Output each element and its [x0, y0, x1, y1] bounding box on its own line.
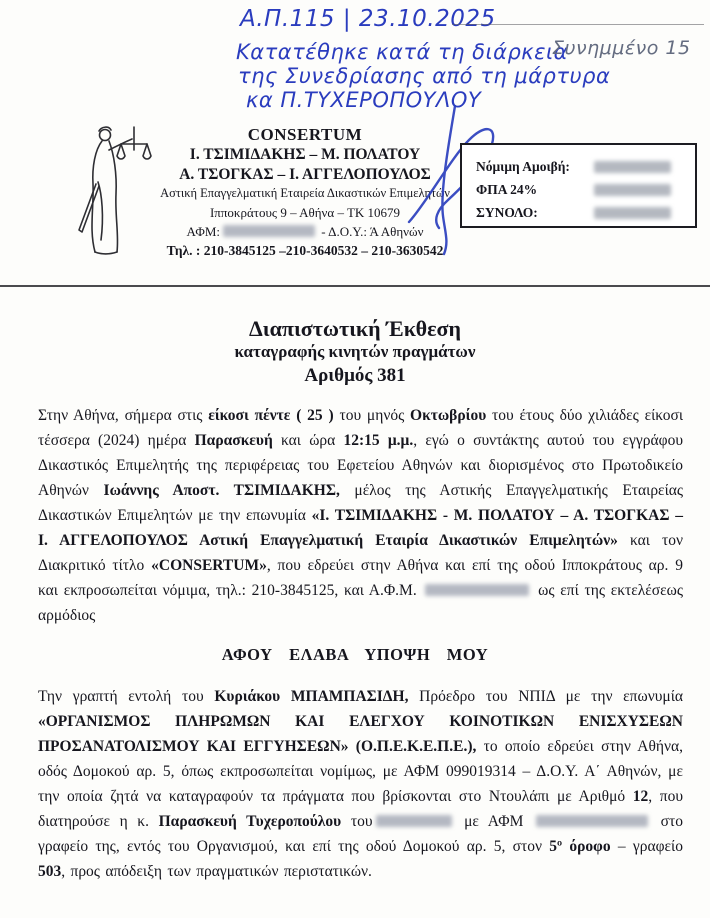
body-paragraph-1: Στην Αθήνα, σήμερα στις είκοσι πέντε ( 25 ) του μηνός Οκτωβρίου του έτους δύο χιλιάδες είκοσι τέσσερα (2024) ημέρα Παρασκευή και ώρα 12:15 μ.μ., εγώ ο συντάκτης αυτού του εγγράφου Δικαστικός Επιμελητής της περιφέρειας του Εφετείου Αθηνών και διορισμένος στο Πρωτοδικείο Αθηνών Ιωάννης Αποστ. ΤΣΙΜΙΔΑΚΗΣ, μέλος της Αστικής Επαγγελματικής Εταιρείας Δικαστικών Επιμελητών με την επωνυμία «Ι. ΤΣΙΜΙΔΑΚΗΣ - Μ. ΠΟΛΑΤΟΥ – Α. ΤΣΟΓΚΑΣ – Ι. ΑΓΓΕΛΟΠΟΥΛΟΣ Αστική Επαγγελματική Εταιρία Δικαστικών Επιμελητών» και τον Διακριτικό τίτλο «CONSERTUM», που εδρεύει στην Αθήνα και επί της οδού Ιπποκράτους αρ. 9 και εκπροσωπείται νόμιμα, τηλ.: 210-3845125, και Α.Φ.Μ. ως επί της εκτελέσεως αρμόδιος: [38, 407, 684, 624]
title-line-2: καταγραφής κινητών πραγμάτων: [234, 342, 476, 362]
body-paragraph-2: Την γραπτή εντολή του Κυριάκου ΜΠΑΜΠΑΣΙΔΗ, Πρόεδρο του ΝΠΙΔ με την επωνυμία «ΟΡΓΑΝΙΣΜΟΣ ΠΛΗΡΩΜΩΝ ΚΑΙ ΕΛΕΓΧΟΥ ΚΟΙΝΟΤΙΚΩΝ ΕΝΙΣΧΥΣΕΩΝ ΠΡΟΣΑΝΑΤΟΛΙΣΜΟΥ ΚΑΙ ΕΓΓΥΗΣΕΩΝ» (Ο.Π.Ε.Κ.Ε.Π.Ε.), το οποίο εδρεύει στην Αθήνα, οδός Δομοκού αρ. 5, όπως εκπροσωπείται νομίμως, με ΑΦΜ 099019314 – Δ.Ο.Υ. Α΄ Αθηνών, με την οποία ζητά να καταγραφούν τα πράγματα που βρίσκονται στο Ντουλάπι με Αριθμό 12, που διατηρούσε η κ. Παρασκευή Τυχεροπούλου του με ΑΦΜ στο γραφείο της, εντός του Οργανισμού, και επί της οδού Δομοκού αρ. 5, στον 5º όροφο – γραφείο 503, προς απόδειξη των πραγματικών περιστατικών.: [38, 688, 683, 880]
redacted-text: [536, 815, 648, 827]
faint-underline: [452, 24, 704, 25]
handwritten-deposit-line3: κα Π.ΤΥΧΕΡΟΠΟΥΛΟΥ: [246, 88, 482, 112]
company-name: CONSERTUM: [247, 125, 363, 144]
fee-box: [460, 143, 697, 228]
fee-label-vat: ΦΠΑ 24%: [476, 182, 538, 197]
company-address: Ιπποκράτους 9 – Αθήνα – ΤΚ 10679: [209, 204, 401, 220]
handwritten-deposit-line1: Κατατέθηκε κατά τη διάρκεια: [236, 40, 568, 64]
redacted-text: [223, 225, 315, 237]
horizontal-divider: [0, 285, 710, 287]
company-afm-line: ΑΦΜ: - Δ.Ο.Υ.: Ά Αθηνών: [186, 223, 424, 239]
handwritten-protocol-number: Α.Π.115 | 23.10.2025: [240, 6, 496, 32]
partners-line-2: Α. ΤΣΟΓΚΑΣ – Ι. ΑΓΓΕΛΟΠΟΥΛΟΣ: [179, 165, 431, 183]
fee-label-total: ΣΥΝΟΛΟ:: [476, 205, 538, 220]
redacted-total-value: [594, 207, 671, 219]
company-subtitle: Αστική Επαγγελματική Εταιρεία Δικαστικών Επιμελητών: [160, 186, 450, 200]
document-title-block: [0, 316, 710, 388]
title-line-3: Αριθμός 381: [304, 364, 406, 386]
title-line-1: Διαπιστωτική Έκθεση: [249, 316, 461, 341]
fee-label-legal-fee: Νόμιμη Αμοιβή:: [476, 159, 570, 174]
partners-line-1: Ι. ΤΣΙΜΙΔΑΚΗΣ – Μ. ΠΟΛΑΤΟΥ: [189, 146, 421, 164]
company-phones: Τηλ. : 210-3845125 –210-3640532 – 210-3630542: [166, 243, 444, 259]
handwritten-attachment-note: Συνημμένο 15: [552, 37, 691, 59]
redacted-text: [425, 584, 529, 596]
letterhead: [140, 124, 470, 260]
redacted-fee-value: [594, 161, 671, 173]
redacted-text: [376, 815, 452, 827]
redacted-vat-value: [594, 184, 671, 196]
handwritten-deposit-line2: της Συνεδρίασης από τη μάρτυρα: [238, 64, 611, 88]
mid-heading: ΑΦΟΥ ΕΛΑΒΑ ΥΠΟΨΗ ΜΟΥ: [221, 645, 489, 664]
